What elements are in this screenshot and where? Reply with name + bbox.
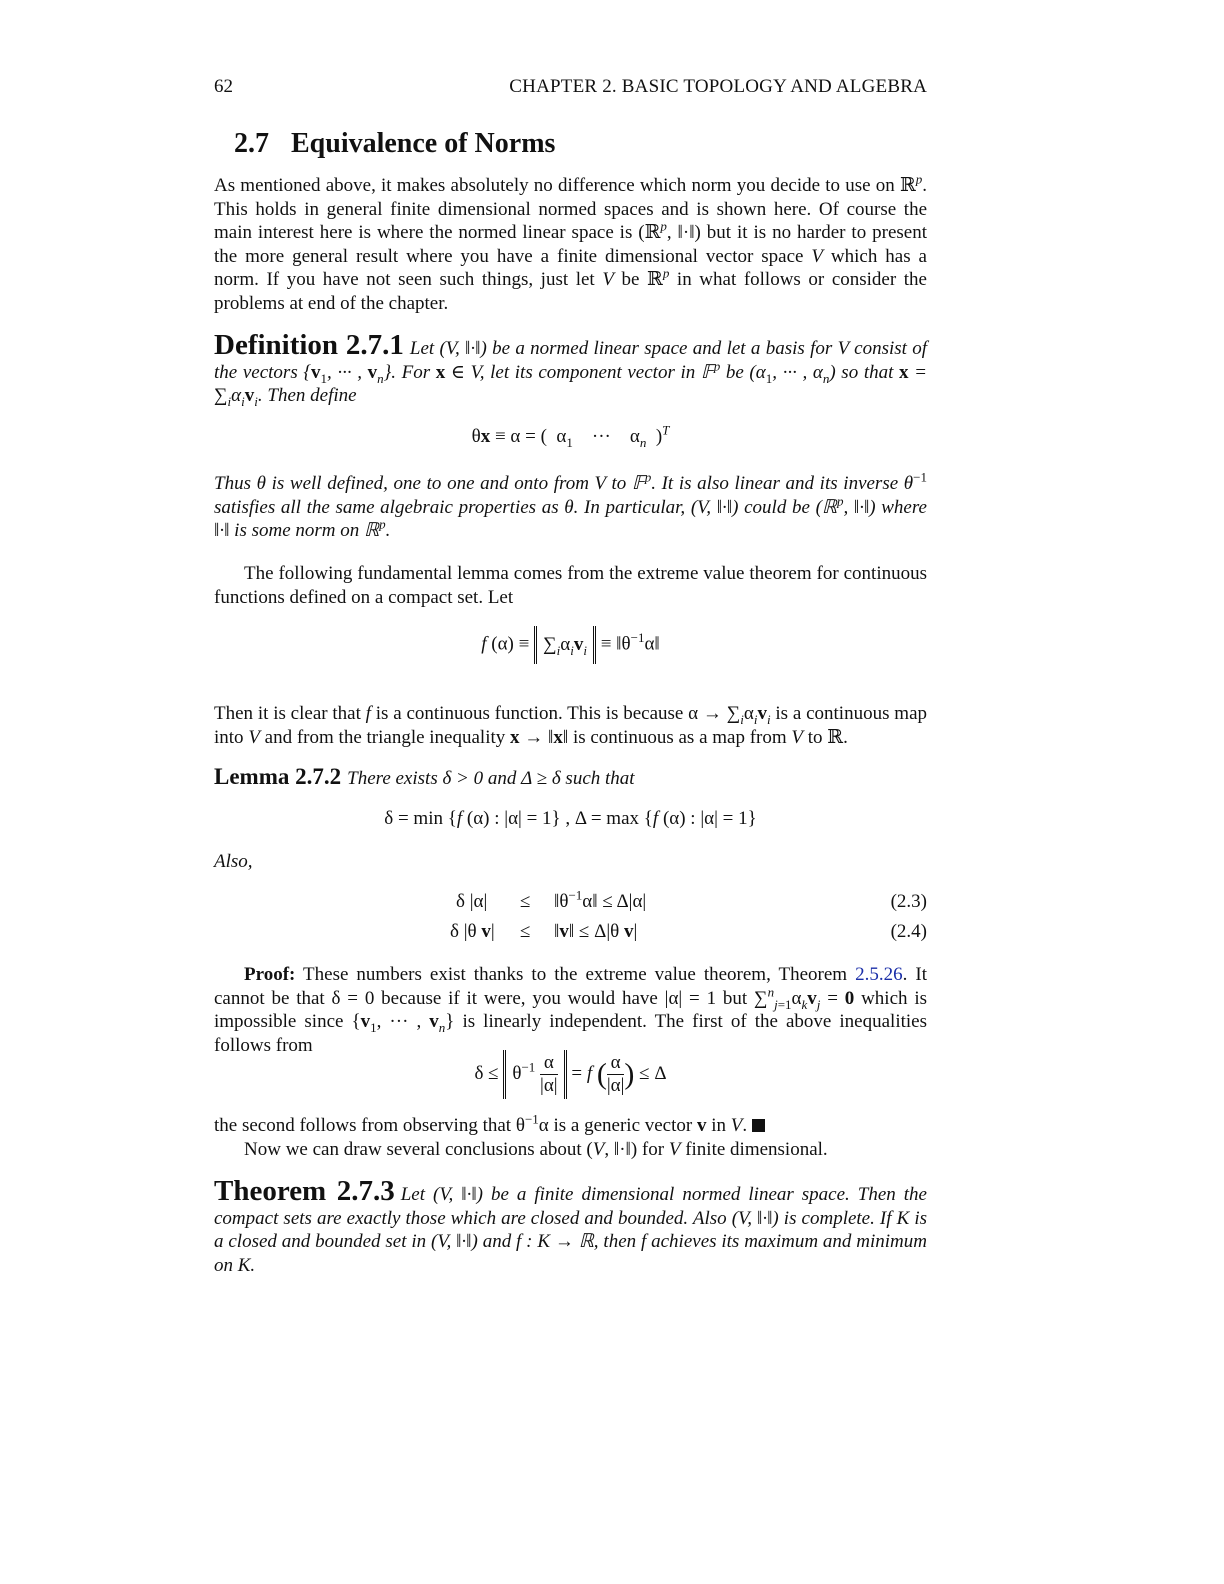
page-number: 62 — [214, 76, 233, 97]
section-number: 2.7 — [234, 128, 269, 159]
chapter-title: CHAPTER 2. BASIC TOPOLOGY AND ALGEBRA — [509, 76, 927, 97]
section-name: Equivalence of Norms — [291, 128, 556, 159]
inequality-2-4: δ |θ v| ≤ ‖v‖ ≤ Δ|θ v| (2.4) — [450, 921, 927, 942]
continuity-paragraph: Then it is clear that f is a continuous function. This is because $\alpha \to \sum_i\alpha_iv_i$ is a continuous map into V and from the triangle inequality x → ‖x‖ is continuous as a map from V to ℝ. — [214, 703, 927, 748]
intro-paragraph: As mentioned above, it makes absolutely no difference which norm you decide to use on ℝ$^p$. This holds in general finite dimensional normed spaces and is shown here. Of course the main interest here is where the normed linear space is (ℝ$^p$, ‖·‖) but it is no harder to present the more general result where you have a finite dimensional vector space V which has a norm. If you have not seen such things, just let V be ℝ$^p$ in what follows or consider the problems at end of the chapter. — [214, 171, 927, 314]
definition-remark: Thus θ is well defined, one to one and onto from V to 𝔽$^p$. It is also linear and its inverse $\theta^{-1}$ satisfies all the same algebraic properties as θ. In particular, (V, ‖·‖) could be (ℝ$^p$, ‖·‖) where ‖·‖ is some norm on ℝ$^p$. — [214, 469, 927, 542]
proof-paragraph: Proof: These numbers exist thanks to the extreme value theorem, Theorem 2.5.26. It cannot be that δ = 0 because if it were, you would have |α| = 1 but $\sum^n_{j=1}\alpha_kv_j = 0$ which is impossible since {$v_1$, ··· , $v_n$} is linearly independent. The first of the above inequalities follows from — [214, 964, 928, 1056]
section-title — [234, 128, 555, 160]
delta-min-max-equation: δ = min {f (α) : |α| = 1} , Δ = max {f (α) : |α| = 1} — [384, 808, 757, 829]
lemma-intro-paragraph: The following fundamental lemma comes from the extreme value theorem for continuous functions defined on a compact set. Let — [214, 563, 927, 608]
theorem-label: Theorem 2.7.3 — [214, 1175, 395, 1207]
equation-number-2-3: (2.3) — [890, 891, 927, 912]
theorem-block: Theorem 2.7.3 Let (V, ‖·‖) be a finite dimensional normed linear space. Then the compact sets are exactly those which are closed and bounded. Also (V, ‖·‖) is complete. If K is a closed and bounded set in (V, ‖·‖) and f : K → ℝ, then f achieves its maximum and minimum on K. — [214, 1175, 927, 1276]
f-definition-equation: f $(\alpha) \equiv \sum_i\alpha_iv_i$ ≡ $‖\theta^{-1}\alpha‖$ — [214, 626, 927, 664]
lemma-also: Also, — [214, 851, 253, 872]
definition-block: Definition 2.7.1 Let (V, ‖·‖) be a normed linear space and let a basis for V consist of the vectors {$v_1$, ··· , $v_n$}. For x ∈ V, let its component vector in 𝔽$^p$ be ($\alpha_1$, ··· , $\alpha_n$) so that $x = \sum_i\alpha_iv_i$. Then define — [214, 329, 928, 409]
definition-label: Definition 2.7.1 — [214, 329, 404, 361]
proof-inequality-equation: $\delta \le \theta^{-1}$ $\frac{\alpha}{|\alpha|}$ = f ( $\frac{\alpha}{|\alpha|}$ ) ≤ Δ — [214, 1050, 927, 1099]
proof-conclusion: the second follows from observing that $\theta^{-1}\alpha$ is a generic vector v in V. — [214, 1114, 927, 1138]
theta-definition-equation: θx ≡ α = ( $\alpha_1$ ··· $\alpha_n$ )$^T$ — [471, 422, 670, 450]
theorem-reference-link[interactable]: 2.5.26 — [855, 964, 903, 985]
conclusions-paragraph: Now we can draw several conclusions about (V, ‖·‖) for V finite dimensional. — [244, 1139, 828, 1160]
equation-number-2-4: (2.4) — [890, 921, 927, 942]
inequality-2-3: δ |α| ≤ $‖\theta^{-1}\alpha‖ \le \Delta|\alpha|$ (2.3) — [456, 887, 927, 912]
qed-square-icon — [752, 1119, 765, 1132]
proof-label: Proof: — [244, 964, 296, 985]
lemma-statement: Lemma 2.7.2 There exists δ > 0 and Δ ≥ δ such that — [214, 764, 635, 789]
lemma-label: Lemma 2.7.2 — [214, 764, 342, 789]
